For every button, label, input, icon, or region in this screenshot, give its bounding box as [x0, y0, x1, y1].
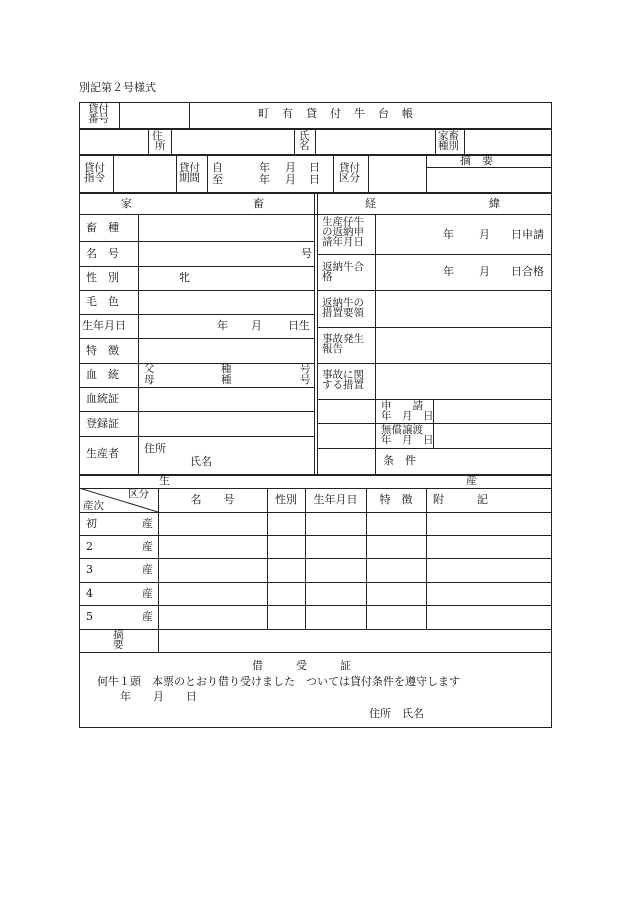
return-pass-label-line2: 格: [322, 271, 333, 283]
pass-month: 月: [479, 265, 490, 278]
loan-designation-label: [84, 163, 105, 183]
breed-label: 畜 種: [86, 221, 119, 234]
return-measures-label-line2: 措置要領: [322, 307, 364, 319]
accident-report-label-line2: 報告: [322, 343, 343, 355]
mother-number-suffix: 号: [300, 374, 311, 386]
birth-row-2-suffix: 産: [142, 540, 153, 553]
application-date-label: [381, 401, 434, 421]
coat-color-label: 毛 色: [86, 295, 119, 308]
producer-name-label: 氏名: [190, 455, 212, 468]
producer-label: 生産者: [86, 447, 119, 460]
pedigree-cert-label: 血統証: [86, 392, 119, 405]
return-pass-label: [322, 262, 364, 282]
col-birth-date: 生年月日: [313, 493, 358, 506]
col-sex: 性別: [275, 493, 297, 506]
remarks-header: 摘 要: [460, 154, 493, 167]
free-transfer-date-label: [381, 425, 434, 445]
free-transfer-date-label-line1: 無償譲渡: [381, 424, 423, 436]
address-label-line1: 住: [152, 130, 163, 142]
loan-designation-label-line2: 指令: [84, 172, 105, 184]
number-suffix: 号: [301, 247, 312, 260]
apply-month: 月: [479, 228, 490, 241]
loan-period-label-line2: 期間: [179, 172, 200, 184]
free-transfer-date-label-line2: 年 月 日: [381, 434, 434, 446]
producer-address-label: 住所: [144, 442, 166, 455]
col-name-number: 名 号: [190, 493, 235, 506]
loan-period-label: [179, 163, 200, 183]
ledger-title: 町 有 貸 付 牛 台 帳: [258, 107, 414, 120]
loan-category-label: [339, 163, 360, 183]
address-label: [152, 131, 166, 151]
mother-label: 母: [144, 374, 155, 386]
name-label-line1: 氏: [299, 130, 310, 142]
pass-day-suffix: 日合格: [511, 265, 544, 278]
return-measures-label-line1: 返納牛の: [322, 297, 364, 309]
accident-measures-label-line1: 事故に関: [322, 369, 364, 381]
calf-return-label-line2: の返納申: [322, 226, 364, 238]
period-from-label: 自: [212, 161, 223, 174]
father-label: 父: [144, 363, 155, 375]
address-label-line2: 所: [155, 140, 166, 152]
to-year: 年: [259, 173, 270, 186]
sex-label: 性 別: [86, 271, 119, 284]
name-number-label: 名 号: [86, 247, 119, 260]
accident-report-label: [322, 334, 364, 354]
father-breed-label: 種: [221, 363, 232, 375]
accident-measures-label: [322, 370, 364, 390]
registration-cert-label: 登録証: [86, 417, 119, 430]
livestock-type-label: [438, 131, 459, 151]
conditions-label: 条 件: [383, 454, 416, 467]
production-header-b: 産: [466, 474, 477, 487]
accident-measures-label-line2: する措置: [322, 379, 364, 391]
sex-value: 牝: [179, 271, 190, 284]
birth-row-3-order: 3: [86, 563, 93, 576]
form-number-heading: 別記第２号様式: [79, 81, 156, 94]
birth-row-5-suffix: 産: [142, 610, 153, 623]
loan-designation-label-line1: 貸付: [84, 162, 105, 174]
mother-breed-label: 種: [221, 374, 232, 386]
birth-row-1-suffix: 産: [142, 517, 153, 530]
features-label: 特 徴: [86, 344, 119, 357]
from-month: 月: [285, 161, 296, 174]
calf-return-label: [322, 217, 364, 247]
loan-category-label-line1: 貸付: [339, 162, 360, 174]
name-label: [299, 131, 310, 151]
application-date-label-line1: 申 請: [381, 400, 423, 412]
loan-number-label-line2: 番号: [88, 113, 109, 125]
livestock-header-b: 畜: [253, 197, 264, 210]
loan-number-label-line1: 貸付: [88, 103, 109, 115]
certificate-date: 年 月 日: [120, 690, 197, 703]
certificate-title: 借 受 証: [252, 659, 351, 672]
birth-day-suffix: 日生: [288, 319, 310, 332]
to-day: 日: [309, 173, 320, 186]
from-year: 年: [259, 161, 270, 174]
accident-report-label-line1: 事故発生: [322, 333, 364, 345]
loan-period-label-line1: 貸付: [179, 162, 200, 174]
production-remarks-label-line2: 要: [113, 639, 124, 651]
livestock-type-label-line2: 種別: [438, 140, 459, 152]
certificate-statement: 何牛１頭 本票のとおり借り受けました ついては貸付条件を遵守します: [97, 675, 460, 688]
livestock-type-label-line1: 家畜: [438, 130, 459, 142]
livestock-header-a: 家: [121, 197, 132, 210]
birth-row-5-order: 5: [86, 610, 93, 623]
birth-row-2-order: 2: [86, 540, 93, 553]
lineage-label: 血 統: [86, 368, 119, 381]
father-number-suffix: 号: [300, 363, 311, 375]
from-day: 日: [309, 161, 320, 174]
birth-date-label: 生年月日: [82, 319, 126, 332]
return-pass-label-line1: 返納牛合: [322, 261, 364, 273]
loan-category-label-line2: 区分: [339, 172, 360, 184]
production-remarks-label-line1: 摘: [113, 629, 124, 641]
apply-year: 年: [443, 228, 454, 241]
calf-return-label-line1: 生産仔牛: [322, 216, 364, 228]
name-label-line2: 名: [299, 140, 310, 152]
history-header-a: 経: [365, 197, 376, 210]
calf-return-label-line3: 請年月日: [322, 236, 364, 248]
birth-row-4-order: 4: [86, 587, 93, 600]
birth-row-1-order: 初: [86, 517, 97, 530]
to-month: 月: [285, 173, 296, 186]
birth-month: 月: [251, 319, 262, 332]
certificate-signature: 住所 氏名: [369, 707, 424, 720]
category-corner-label: 区分: [128, 488, 149, 500]
production-header-a: 生: [159, 474, 170, 487]
col-notes: 附 記: [433, 493, 488, 506]
return-measures-label: [322, 298, 364, 318]
birth-order-corner-label: 産次: [83, 500, 104, 512]
birth-row-4-suffix: 産: [142, 587, 153, 600]
apply-day-suffix: 日申請: [511, 228, 544, 241]
pass-year: 年: [443, 265, 454, 278]
loan-number-label: [88, 104, 109, 124]
production-remarks-label: [113, 630, 124, 650]
birth-year: 年: [217, 319, 228, 332]
col-features: 特 徴: [379, 493, 413, 506]
period-to-label: 至: [212, 173, 223, 186]
application-date-label-line2: 年 月 日: [381, 410, 434, 422]
history-header-b: 緯: [489, 197, 500, 210]
birth-row-3-suffix: 産: [142, 563, 153, 576]
